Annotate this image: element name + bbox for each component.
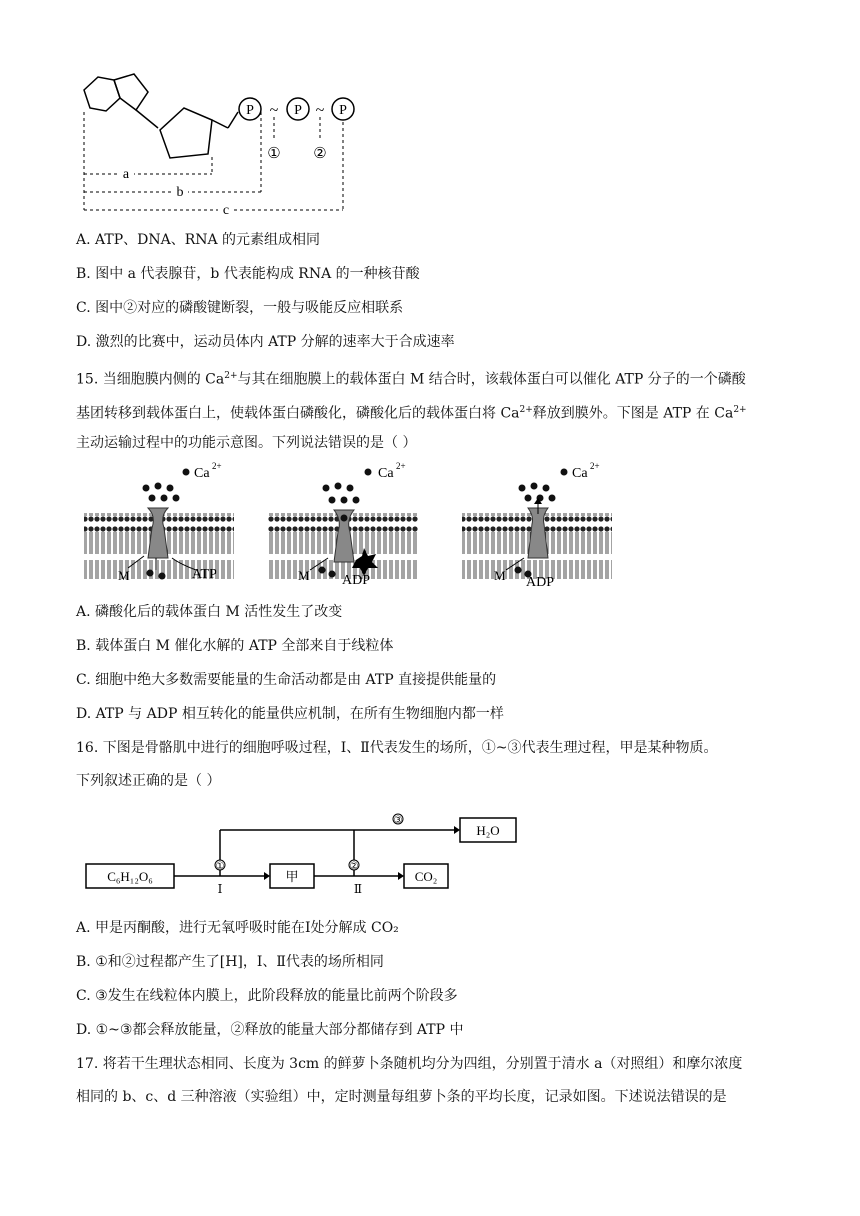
q15-option-a: A. 磷酸化后的载体蛋白 M 活性发生了改变 <box>76 604 343 620</box>
jia-label: 甲 <box>285 869 299 884</box>
respiration-diagram <box>80 808 520 898</box>
ca-label-2: Ca <box>378 466 394 481</box>
m-label-2: M <box>298 568 310 583</box>
q15-stem-line1: 15. 当细胞膜内侧的 $Ca^{2+}$与其在细胞膜上的载体蛋白 M 结合时，该载体蛋白可以催化 ATP 分子的一个磷酸 <box>76 371 746 388</box>
adp-label-3: ADP <box>526 575 555 590</box>
adp-label-2: ADP <box>342 573 371 588</box>
q14-option-c: C. 图中②对应的磷酸键断裂，一般与吸能反应相联系 <box>76 300 404 316</box>
tilde-2: ~ <box>315 102 325 119</box>
h2o-label: H₂O <box>476 823 500 838</box>
bracket-b-label: b <box>176 185 184 200</box>
q16-option-c: C. ③发生在线粒体内膜上，此阶段释放的能量比前两个阶段多 <box>76 988 458 1004</box>
co2-label: CO₂ <box>414 869 438 884</box>
m-label-1: M <box>118 568 130 583</box>
tilde-1: ~ <box>269 102 279 119</box>
atp-label: ATP <box>192 567 217 582</box>
bond-1-label: ① <box>267 146 281 162</box>
ca-label-1: Ca <box>194 466 210 481</box>
q15-option-d: D. ATP 与 ADP 相互转化的能量供应机制，在所有生物细胞内都一样 <box>76 706 504 722</box>
svg-text:2+: 2+ <box>590 461 600 471</box>
q17-stem-line2: 相同的 b、c、d 三种溶液（实验组）中，定时测量每组萝卜条的平均长度，记录如图。下述说法错误的是 <box>76 1089 727 1105</box>
bracket-c-label: c <box>222 203 230 218</box>
step-3-label: ③ <box>393 815 403 826</box>
atp-structure-figure <box>76 62 376 220</box>
q16-stem-line1: 16. 下图是骨骼肌中进行的细胞呼吸过程，Ⅰ、Ⅱ代表发生的场所，①~③代表生理过程，甲是某种物质。 <box>76 740 718 756</box>
q16-option-a: A. 甲是丙酮酸，进行无氧呼吸时能在Ⅰ处分解成 CO₂ <box>76 920 399 936</box>
ca-pump-membrane-figure <box>76 458 636 590</box>
bracket-a-label: a <box>122 167 130 182</box>
q16-stem-line2: 下列叙述正确的是（ ） <box>76 773 221 789</box>
q17-stem-line1: 17. 将若干生理状态相同、长度为 3cm 的鲜萝卜条随机均分为四组，分别置于清水 a（对照组）和摩尔浓度 <box>76 1056 743 1072</box>
q14-option-b: B. 图中 a 代表腺苷，b 代表能构成 RNA 的一种核苷酸 <box>76 266 420 282</box>
phosphate-2-label: P <box>294 103 302 118</box>
bond-2-label: ② <box>313 146 327 162</box>
q14-option-a: A. ATP、DNA、RNA 的元素组成相同 <box>76 232 321 248</box>
site-1-label: Ⅰ <box>217 882 223 896</box>
q15-option-b: B. 载体蛋白 M 催化水解的 ATP 全部来自于线粒体 <box>76 638 394 654</box>
panel-3 <box>462 461 612 590</box>
glucose-label: C₆H₁₂O₆ <box>107 869 153 884</box>
step-1-label: ① <box>215 861 225 872</box>
svg-text:2+: 2+ <box>212 461 222 471</box>
q16-option-b: B. ①和②过程都产生了[H]，Ⅰ、Ⅱ代表的场所相同 <box>76 954 384 970</box>
phosphate-1-label: P <box>246 103 254 118</box>
panel-1 <box>84 461 234 583</box>
q16-option-d: D. ①~③都会释放能量，②释放的能量大部分都储存到 ATP 中 <box>76 1022 464 1038</box>
q15-stem-line2: 基团转移到载体蛋白上，使载体蛋白磷酸化，磷酸化后的载体蛋白将 $Ca^{2+}$释放到膜外。下图是 ATP 在 $Ca^{2+}$ <box>76 405 747 422</box>
step-2-label: ② <box>349 861 359 872</box>
panel-2 <box>268 461 418 588</box>
q15-option-c: C. 细胞中绝大多数需要能量的生命活动都是由 ATP 直接提供能量的 <box>76 672 497 688</box>
m-label-3: M <box>494 568 506 583</box>
svg-text:2+: 2+ <box>396 461 406 471</box>
ribose-ring <box>160 108 212 158</box>
phosphate-3-label: P <box>339 103 347 118</box>
q14-option-d: D. 激烈的比赛中，运动员体内 ATP 分解的速率大于合成速率 <box>76 334 455 350</box>
q15-stem-line3: 主动运输过程中的功能示意图。下列说法错误的是（ ） <box>76 435 417 451</box>
purine-five-ring <box>114 74 148 110</box>
ca-label-3: Ca <box>572 466 588 481</box>
site-2-label: Ⅱ <box>353 882 363 896</box>
